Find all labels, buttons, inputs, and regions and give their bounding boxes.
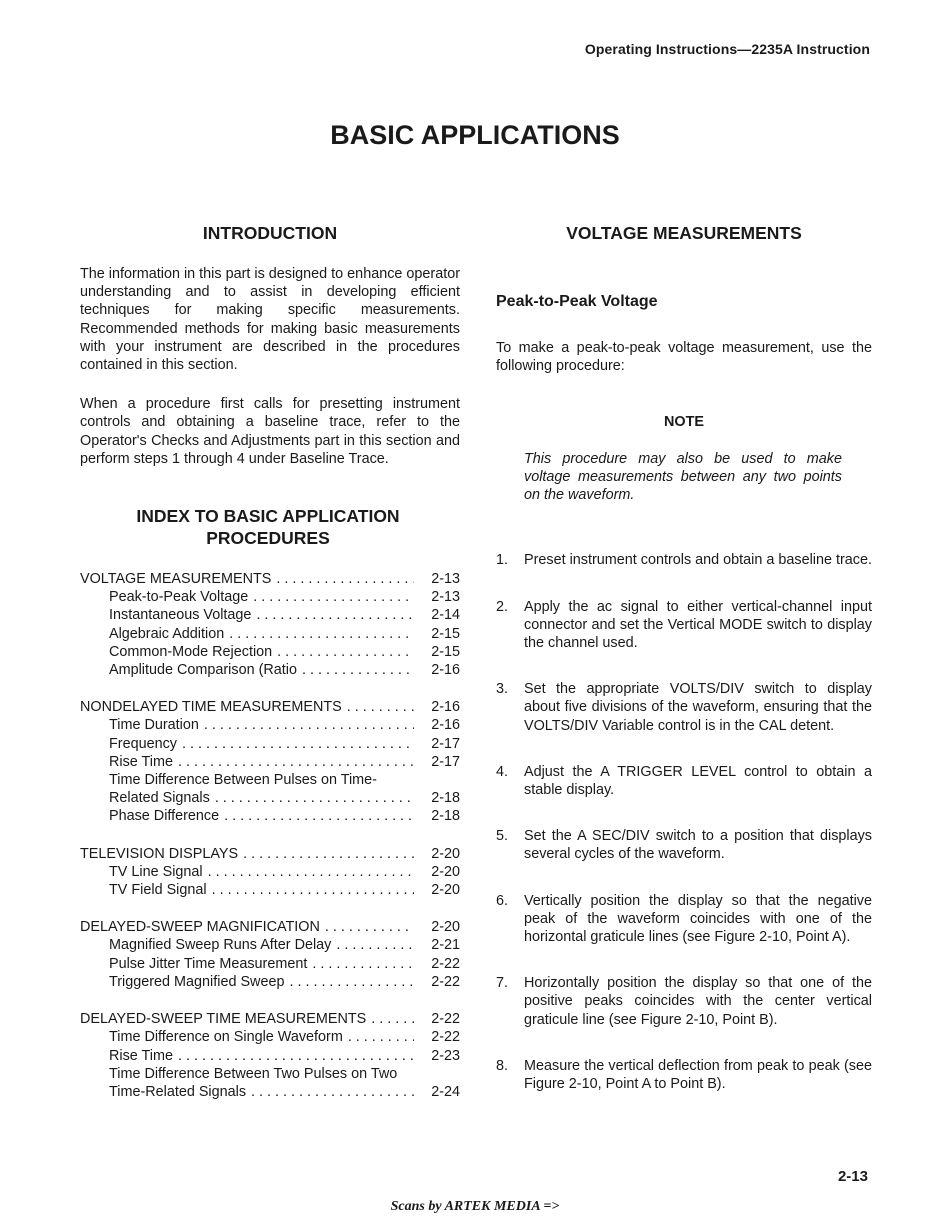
step-number: 1.: [496, 552, 509, 569]
index-entry: [80, 570, 460, 588]
index-entry: [80, 643, 460, 661]
index-entry-label: DELAYED-SWEEP MAGNIFICATION: [80, 919, 320, 936]
index-entry-label: TV Line Signal: [109, 863, 203, 880]
index-entry-label: Peak-to-Peak Voltage: [109, 589, 249, 606]
dot-leader: [366, 1010, 414, 1028]
dot-leader: [271, 570, 414, 588]
index-entry-label: Algebraic Addition: [109, 625, 225, 642]
dot-leader: [199, 716, 414, 734]
step-text: Adjust the A TRIGGER LEVEL control to obtain a stable display.: [524, 763, 872, 799]
step-number: 4.: [496, 763, 509, 780]
step-text: Apply the ac signal to either vertical-channel input connector and set the Vertical MODE switch to display the channel used.: [524, 598, 872, 652]
step-text: Measure the vertical deflection from peak to peak (see Figure 2-10, Point A to Point B).: [524, 1057, 872, 1093]
index-entry-page: 2-24: [431, 1083, 460, 1100]
dot-leader: [248, 588, 414, 606]
dot-leader: [297, 661, 414, 679]
index-entry-label: Phase Difference: [109, 808, 220, 825]
scan-credit: Scans by ARTEK MEDIA =>: [390, 1199, 560, 1214]
step-text: Set the appropriate VOLTS/DIV switch to display about five divisions of the waveform, ensuring that the VOLTS/DIV Variable control is in the CAL detent.: [524, 681, 872, 734]
index-entry: [80, 807, 460, 825]
index-entry: [80, 661, 460, 679]
index-entry-label: Time Difference Between Two Pulses on Two: [109, 1065, 398, 1082]
voltage-intro: To make a peak-to-peak voltage measurement, use the following procedure:: [496, 340, 872, 375]
index-entry-label: Magnified Sweep Runs After Delay: [109, 937, 332, 954]
procedure-step: [496, 551, 872, 569]
index-entry-label: Instantaneous Voltage: [109, 607, 252, 624]
introduction-paragraph-1: The information in this part is designed to enhance operator understanding and to assist in developing efficient techniques for making specific measurements. Recommended methods for making basic measurements with your instrument are described in the procedures contained in this section.: [80, 266, 460, 374]
index-heading-line-2: PROCEDURES: [206, 528, 330, 549]
index-entry: [80, 588, 460, 606]
index-entry: [80, 625, 460, 643]
index-group: [80, 1010, 460, 1101]
index-entry-page: 2-14: [431, 607, 460, 624]
index-group: [80, 570, 460, 679]
index-entry: [80, 1028, 460, 1046]
dot-leader: [177, 735, 414, 753]
index-entry: [80, 698, 460, 716]
index-entry-label: Amplitude Comparison (Ratio: [109, 662, 297, 679]
index-entry-label: Common-Mode Rejection: [109, 643, 273, 660]
index-entry-label: NONDELAYED TIME MEASUREMENTS: [80, 699, 342, 716]
index-entry-page: 2-22: [431, 1011, 460, 1028]
index-entry-label: TV Field Signal: [109, 882, 207, 899]
index-entry-page: 2-15: [431, 625, 460, 642]
index-entry: [80, 1010, 460, 1028]
dot-leader: [320, 918, 414, 936]
index-entry-page: 2-16: [431, 662, 460, 679]
dot-leader: [331, 936, 414, 954]
procedure-step: [496, 680, 872, 735]
dot-leader: [246, 1083, 414, 1101]
index-entry-page: 2-20: [431, 919, 460, 936]
step-number: 8.: [496, 1057, 509, 1074]
procedure-step: [496, 827, 872, 863]
dot-leader: [207, 881, 414, 899]
step-number: 2.: [496, 598, 509, 615]
procedure-step: [496, 598, 872, 653]
index-entry: [80, 771, 460, 789]
procedure-steps: [496, 551, 872, 1093]
procedure-step: [496, 763, 872, 799]
dot-leader: [251, 606, 414, 624]
index-entry-page: 2-17: [431, 735, 460, 752]
dot-leader: [203, 863, 414, 881]
index-entry-page: 2-20: [431, 882, 460, 899]
index-heading-line-1: INDEX TO BASIC APPLICATION: [136, 506, 400, 527]
index-group: [80, 845, 460, 900]
index-entry-page: 2-16: [431, 717, 460, 734]
index-entry-page: 2-23: [431, 1047, 460, 1064]
index-entry-label: Frequency: [109, 735, 177, 752]
page-title: BASIC APPLICATIONS: [330, 120, 620, 150]
index-entry-page: 2-18: [431, 808, 460, 825]
index-entry: [80, 973, 460, 991]
step-number: 5.: [496, 828, 509, 845]
dot-leader: [343, 1028, 414, 1046]
index-entry: [80, 918, 460, 936]
index-entry-page: 2-16: [431, 699, 460, 716]
running-head: Operating Instructions—2235A Instruction: [584, 41, 870, 57]
index-entry-label: Related Signals: [109, 790, 210, 807]
index-entry-label: VOLTAGE MEASUREMENTS: [80, 571, 272, 588]
index-entry: [80, 936, 460, 954]
index-entry: [80, 735, 460, 753]
index-entry-page: 2-15: [431, 643, 460, 660]
index-entry-label: DELAYED-SWEEP TIME MEASUREMENTS: [80, 1011, 367, 1028]
index-entry: [80, 1065, 460, 1083]
index-group: [80, 698, 460, 825]
index-entry-page: 2-20: [431, 845, 460, 862]
index-entry: [80, 606, 460, 624]
index-entry-page: 2-22: [431, 973, 460, 990]
note-body: This procedure may also be used to make voltage measurements between any two points on the waveform.: [524, 450, 842, 504]
dot-leader: [342, 698, 414, 716]
index-entry-page: 2-17: [431, 753, 460, 770]
page-number: 2-13: [837, 1168, 868, 1185]
index-entry: [80, 716, 460, 734]
index-entry: [80, 1083, 460, 1101]
peak-to-peak-subheading: Peak-to-Peak Voltage: [496, 293, 658, 310]
index-list: [80, 570, 460, 1101]
step-text: Horizontally position the display so that one of the positive peaks coincides with the center vertical graticule line (see Figure 2-10, Point B).: [524, 975, 872, 1028]
index-heading: [80, 505, 456, 549]
dot-leader: [173, 753, 414, 771]
left-column: [80, 222, 460, 1101]
dot-leader: [307, 955, 414, 973]
step-text: Vertically position the display so that the negative peak of the waveform coincides with one of the horizontal graticule lines (see Figure 2-10, Point A).: [524, 892, 872, 946]
procedure-step: [496, 974, 872, 1029]
index-entry: [80, 955, 460, 973]
voltage-heading: VOLTAGE MEASUREMENTS: [566, 223, 802, 243]
index-entry-label: TELEVISION DISPLAYS: [80, 845, 239, 862]
index-entry: [80, 789, 460, 807]
index-entry: [80, 863, 460, 881]
index-entry-label: Triggered Magnified Sweep: [109, 973, 285, 990]
step-number: 7.: [496, 975, 509, 992]
index-entry-page: 2-18: [431, 790, 460, 807]
index-entry-page: 2-22: [431, 1029, 460, 1046]
dot-leader: [238, 845, 414, 863]
introduction-paragraph-2: When a procedure first calls for presetting instrument controls and obtaining a baseline trace, refer to the Operator's Checks and Adjustments part in this section and perform steps 1 through 4 under Baseline Trace.: [80, 396, 460, 467]
index-entry-label: Rise Time: [109, 753, 173, 770]
introduction-heading: INTRODUCTION: [202, 223, 338, 243]
index-entry-page: 2-13: [431, 571, 460, 588]
index-entry: [80, 1047, 460, 1065]
index-entry-page: 2-13: [431, 589, 460, 606]
step-text: Preset instrument controls and obtain a baseline trace.: [524, 552, 872, 569]
index-entry: [80, 753, 460, 771]
index-entry: [80, 845, 460, 863]
note-title: NOTE: [664, 413, 704, 430]
index-entry-label: Time Difference on Single Waveform: [109, 1029, 343, 1046]
dot-leader: [173, 1047, 414, 1065]
index-group: [80, 918, 460, 991]
index-entry-label: Rise Time: [109, 1047, 173, 1064]
index-entry: [80, 881, 460, 899]
dot-leader: [284, 973, 414, 991]
index-entry-label: Time Duration: [109, 717, 199, 734]
dot-leader: [224, 625, 414, 643]
procedure-step: [496, 892, 872, 947]
index-entry-page: 2-21: [431, 937, 460, 954]
right-column: [496, 222, 872, 1093]
index-entry-page: 2-22: [431, 955, 460, 972]
index-entry-page: 2-20: [431, 863, 460, 880]
dot-leader: [219, 807, 414, 825]
index-entry-label: Time-Related Signals: [109, 1083, 247, 1100]
step-number: 3.: [496, 681, 509, 698]
step-number: 6.: [496, 892, 509, 909]
step-text: Set the A SEC/DIV switch to a position that displays several cycles of the waveform.: [524, 828, 872, 863]
dot-leader: [210, 789, 414, 807]
procedure-step: [496, 1057, 872, 1093]
index-entry-label: Pulse Jitter Time Measurement: [109, 955, 308, 972]
dot-leader: [272, 643, 414, 661]
index-entry-label: Time Difference Between Pulses on Time-: [109, 772, 377, 789]
